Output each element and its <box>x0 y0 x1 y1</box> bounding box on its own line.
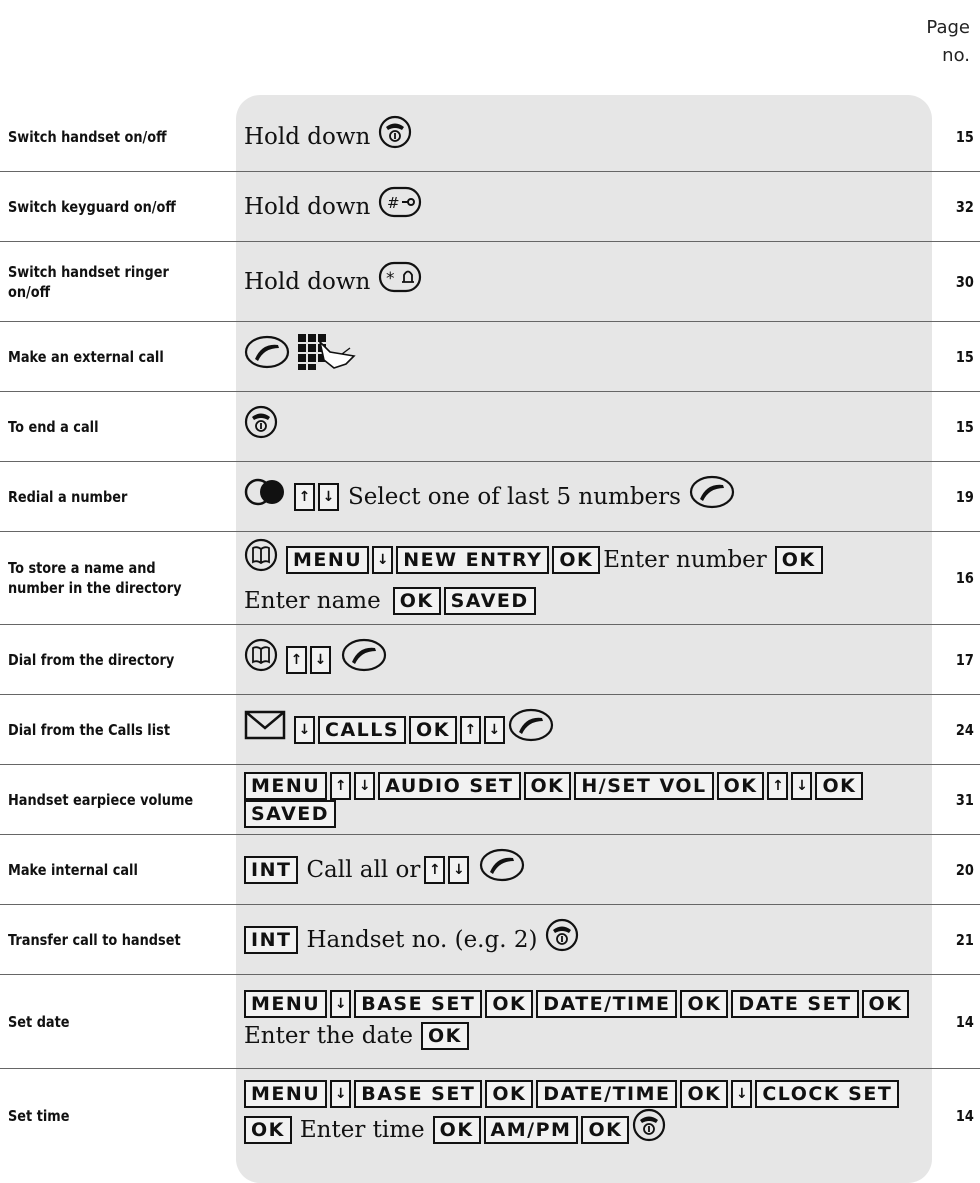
saved-key: SAVED <box>244 800 336 828</box>
row-label: To end a call <box>8 418 99 436</box>
page-number: 21 <box>956 931 974 949</box>
row-label: Transfer call to handset <box>8 931 181 949</box>
row-label: Set date <box>8 1012 70 1031</box>
ok-key: OK <box>421 1022 469 1050</box>
calls-key: CALLS <box>318 716 406 744</box>
ok-key: OK <box>433 1116 481 1144</box>
page-label-line1: Page <box>926 17 970 38</box>
table-row <box>0 911 980 969</box>
am-pm-key: AM/PM <box>484 1116 579 1144</box>
int-key: INT <box>244 926 298 954</box>
message-envelope-icon <box>244 710 286 751</box>
page-number: 20 <box>956 861 974 879</box>
ok-key: OK <box>680 1080 728 1108</box>
ok-key: OK <box>775 546 823 574</box>
down-arrow-key: ↓ <box>731 1080 752 1108</box>
table-row <box>0 841 980 899</box>
ok-key: OK <box>862 990 910 1018</box>
int-key: INT <box>244 856 298 884</box>
page-number-header <box>926 14 970 70</box>
clock-set-key: CLOCK SET <box>755 1080 899 1108</box>
down-arrow-key: ↓ <box>330 1080 351 1108</box>
instruction-text: Enter the date <box>244 1022 414 1049</box>
menu-key: MENU <box>286 546 369 574</box>
ok-key: OK <box>393 587 441 615</box>
date-time-key: DATE/TIME <box>536 1080 677 1108</box>
page-number: 24 <box>956 721 974 739</box>
row-divider <box>0 974 980 975</box>
instruction-text: Handset no. (e.g. 2) <box>306 927 538 953</box>
ok-key: OK <box>552 546 600 574</box>
end-call-key-icon <box>632 1108 666 1153</box>
table-row <box>0 398 980 456</box>
page-label-line2: no. <box>942 45 970 66</box>
table-row <box>0 537 980 619</box>
ok-key: OK <box>717 772 765 800</box>
row-label: Switch handset ringer on/off <box>8 263 169 301</box>
star-key-icon <box>378 261 422 304</box>
row-divider <box>0 764 980 765</box>
hash-key-icon <box>378 186 422 229</box>
row-label: Switch handset on/off <box>8 128 167 146</box>
up-arrow-key: ↑ <box>330 772 351 800</box>
row-divider <box>0 834 980 835</box>
table-row <box>0 468 980 526</box>
table-row <box>0 631 980 689</box>
page-number: 15 <box>956 128 974 146</box>
instruction-text: Hold down <box>244 124 371 150</box>
row-instruction <box>244 538 915 619</box>
row-instruction <box>244 334 915 381</box>
instruction-text: Call all or <box>306 857 421 883</box>
down-arrow-key: ↓ <box>330 990 351 1018</box>
date-time-key: DATE/TIME <box>536 990 677 1018</box>
row-divider <box>0 391 980 392</box>
row-label: To store a name and number in the directory <box>8 559 182 597</box>
page-number: 19 <box>956 488 974 506</box>
saved-key: SAVED <box>444 587 536 615</box>
row-label: Dial from the Calls list <box>8 721 170 739</box>
page-number: 14 <box>956 1012 974 1031</box>
row-instruction <box>244 405 915 450</box>
page-number: 30 <box>956 273 974 291</box>
row-instruction <box>244 1080 915 1153</box>
instruction-text: Enter number <box>603 547 767 573</box>
ok-key: OK <box>815 772 863 800</box>
row-instruction <box>244 638 915 683</box>
row-divider <box>0 904 980 905</box>
row-label: Make an external call <box>8 348 164 366</box>
page-number: 17 <box>956 651 974 669</box>
down-arrow-key: ↓ <box>372 546 393 574</box>
table-row <box>0 771 980 829</box>
row-instruction <box>244 708 915 753</box>
menu-key: MENU <box>244 990 327 1018</box>
row-instruction <box>244 115 915 160</box>
row-label: Set time <box>8 1107 70 1125</box>
keypad-icon <box>298 334 356 381</box>
svg-text:#: # <box>387 193 400 212</box>
row-label: Switch keyguard on/off <box>8 198 176 216</box>
up-arrow-key: ↑ <box>286 646 307 674</box>
up-arrow-key: ↑ <box>767 772 788 800</box>
row-divider <box>0 1068 980 1069</box>
directory-key-icon <box>244 638 278 683</box>
up-arrow-key: ↑ <box>294 483 315 511</box>
call-key-icon <box>341 638 387 683</box>
page-number: 31 <box>956 791 974 809</box>
ok-key: OK <box>409 716 457 744</box>
row-divider <box>0 241 980 242</box>
row-divider <box>0 694 980 695</box>
row-instruction <box>244 848 915 893</box>
instruction-text: Select one of last 5 numbers <box>348 484 681 510</box>
call-key-icon <box>244 335 290 380</box>
down-arrow-key: ↓ <box>318 483 339 511</box>
base-set-key: BASE SET <box>354 990 482 1018</box>
menu-key: MENU <box>244 772 327 800</box>
row-divider <box>0 321 980 322</box>
directory-key-icon <box>244 538 278 583</box>
row-label: Handset earpiece volume <box>8 791 194 809</box>
row-divider <box>0 461 980 462</box>
down-arrow-key: ↓ <box>484 716 505 744</box>
ok-key: OK <box>581 1116 629 1144</box>
menu-key: MENU <box>244 1080 327 1108</box>
date-set-key: DATE SET <box>731 990 858 1018</box>
end-call-key-icon <box>378 115 412 160</box>
row-label: Dial from the directory <box>8 651 175 669</box>
end-call-key-icon <box>545 918 579 963</box>
page-number: 14 <box>956 1107 974 1125</box>
row-instruction <box>244 990 915 1054</box>
row-instruction <box>244 918 915 963</box>
down-arrow-key: ↓ <box>354 772 375 800</box>
table-row <box>0 178 980 236</box>
ok-key: OK <box>485 990 533 1018</box>
table-row <box>0 701 980 759</box>
instruction-text: Enter name <box>244 587 381 614</box>
row-instruction <box>244 475 915 520</box>
down-arrow-key: ↓ <box>448 856 469 884</box>
call-key-icon <box>689 475 735 520</box>
row-divider <box>0 531 980 532</box>
call-key-icon <box>508 708 554 753</box>
table-row <box>0 1074 980 1158</box>
row-label: Make internal call <box>8 861 138 879</box>
page-number: 16 <box>956 569 974 587</box>
instruction-text: Hold down <box>244 194 371 220</box>
table-row <box>0 108 980 166</box>
row-instruction <box>244 261 915 304</box>
row-divider <box>0 624 980 625</box>
ok-key: OK <box>244 1116 292 1144</box>
end-call-key-icon <box>244 405 278 450</box>
page-number: 15 <box>956 418 974 436</box>
down-arrow-key: ↓ <box>791 772 812 800</box>
instruction-text: Enter time <box>299 1117 425 1143</box>
page-number: 32 <box>956 198 974 216</box>
svg-text:*: * <box>386 268 395 289</box>
row-instruction <box>244 186 915 229</box>
row-label: Redial a number <box>8 488 128 506</box>
new-entry-key: NEW ENTRY <box>396 546 549 574</box>
ok-key: OK <box>485 1080 533 1108</box>
up-arrow-key: ↑ <box>460 716 481 744</box>
base-set-key: BASE SET <box>354 1080 482 1108</box>
ok-key: OK <box>680 990 728 1018</box>
row-instruction <box>244 772 915 828</box>
row-divider <box>0 171 980 172</box>
ok-key: OK <box>524 772 572 800</box>
table-row <box>0 248 980 316</box>
hset-vol-key: H/SET VOL <box>574 772 713 800</box>
call-key-icon <box>479 848 525 893</box>
audio-set-key: AUDIO SET <box>378 772 520 800</box>
page-number: 15 <box>956 348 974 366</box>
up-arrow-key: ↑ <box>424 856 445 884</box>
table-row <box>0 328 980 386</box>
down-arrow-key: ↓ <box>310 646 331 674</box>
down-arrow-key: ↓ <box>294 716 315 744</box>
table-row <box>0 980 980 1063</box>
instruction-text: Hold down <box>244 269 371 295</box>
redial-key-icon <box>244 478 286 517</box>
